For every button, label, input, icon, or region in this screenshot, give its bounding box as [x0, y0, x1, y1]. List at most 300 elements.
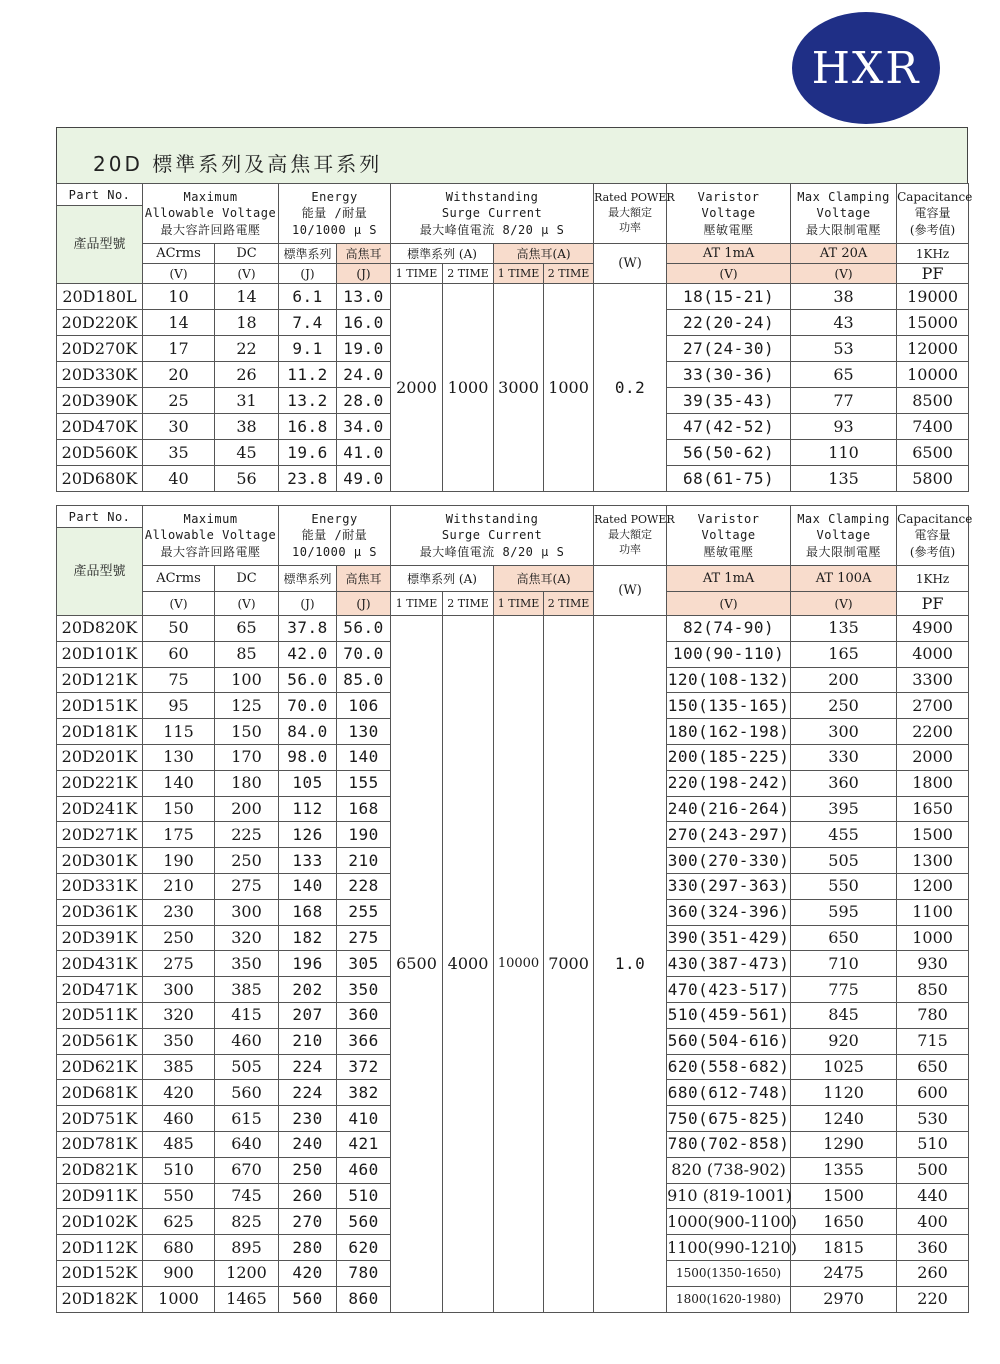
- clamp-voltage: 93: [791, 414, 897, 440]
- std-energy: 207: [279, 1002, 337, 1028]
- hj-energy: 190: [337, 822, 391, 848]
- varistor-voltage: 1500(1350-1650): [667, 1260, 791, 1286]
- ac-voltage: 420: [143, 1080, 215, 1106]
- part-number: 20D681K: [57, 1080, 143, 1106]
- hj-surge-header: 高焦耳(A): [494, 566, 594, 592]
- varistor-voltage: 510(459-561): [667, 1002, 791, 1028]
- clamp-voltage: 110: [791, 440, 897, 466]
- capacitance: 600: [897, 1080, 969, 1106]
- ac-voltage: 10: [143, 284, 215, 310]
- capacitance: 1650: [897, 796, 969, 822]
- capacitance: 19000: [897, 284, 969, 310]
- clamp-header-line-1: Max Clamping: [797, 190, 890, 205]
- power-header-line-1: Rated POWER: [594, 513, 675, 527]
- clamp-voltage: 710: [791, 951, 897, 977]
- hj-energy-header: 高焦耳: [337, 566, 391, 592]
- part-number: 20D121K: [57, 667, 143, 693]
- std-energy: 105: [279, 770, 337, 796]
- capacitance: 4000: [897, 641, 969, 667]
- energy-header-line-1: Energy: [311, 190, 358, 205]
- ac-voltage: 385: [143, 1054, 215, 1080]
- std-surge-2time-value: 1000: [443, 284, 494, 492]
- ac-voltage: 350: [143, 1028, 215, 1054]
- ac-voltage: 900: [143, 1260, 215, 1286]
- part-number: 20D431K: [57, 951, 143, 977]
- part-number: 20D470K: [57, 414, 143, 440]
- varistor-voltage: 56(50-62): [667, 440, 791, 466]
- hj-energy: 560: [337, 1209, 391, 1235]
- hj-energy: 13.0: [337, 284, 391, 310]
- hj-energy-unit: (J): [337, 592, 391, 616]
- std-energy: 16.8: [279, 414, 337, 440]
- dc-voltage: 460: [215, 1028, 279, 1054]
- std-energy: 182: [279, 925, 337, 951]
- ac-voltage: 20: [143, 362, 215, 388]
- std-energy: 9.1: [279, 336, 337, 362]
- dc-voltage: 125: [215, 693, 279, 719]
- capacitance: 220: [897, 1286, 969, 1312]
- std-energy: 42.0: [279, 641, 337, 667]
- clamp-voltage: 165: [791, 641, 897, 667]
- std-surge-1time-value: 6500: [391, 616, 443, 1313]
- part-number: 20D270K: [57, 336, 143, 362]
- std-energy: 126: [279, 822, 337, 848]
- capacitance: 3300: [897, 667, 969, 693]
- hj-energy: 168: [337, 796, 391, 822]
- capacitance: 6500: [897, 440, 969, 466]
- varistor-voltage: 47(42-52): [667, 414, 791, 440]
- hj-energy: 19.0: [337, 336, 391, 362]
- varistor-voltage: 150(135-165): [667, 693, 791, 719]
- varistor-voltage: 68(61-75): [667, 466, 791, 492]
- varistor-header: [667, 506, 791, 566]
- capacitance: 780: [897, 1002, 969, 1028]
- at-clamp-header: AT 20A: [791, 244, 897, 264]
- surge-header-line-3: 最大峰值電流 8/20 μ S: [419, 544, 565, 559]
- hj-energy: 210: [337, 848, 391, 874]
- power-header-line-1: Rated POWER: [594, 191, 675, 205]
- part-number: 20D330K: [57, 362, 143, 388]
- part-number: 20D621K: [57, 1054, 143, 1080]
- dc-voltage: 200: [215, 796, 279, 822]
- power-header: [594, 184, 675, 244]
- hj-energy: 360: [337, 1002, 391, 1028]
- ac-voltage: 40: [143, 466, 215, 492]
- std-energy-header: 標準系列: [279, 244, 337, 264]
- ac-voltage: 140: [143, 770, 215, 796]
- clamp-voltage: 250: [791, 693, 897, 719]
- dc-header: DC: [215, 244, 279, 264]
- varistor-unit: (V): [667, 592, 791, 616]
- clamp-voltage: 1025: [791, 1054, 897, 1080]
- ac-voltage: 320: [143, 1002, 215, 1028]
- voltage-header-line-1: Maximum: [183, 190, 238, 205]
- surge-header: [391, 506, 594, 566]
- varistor-unit: (V): [667, 264, 791, 284]
- cap-unit: PF: [897, 592, 969, 616]
- varistor-voltage: 620(558-682): [667, 1054, 791, 1080]
- varistor-voltage: 300(270-330): [667, 848, 791, 874]
- clamp-header-line-3: 最大限制電壓: [806, 544, 882, 559]
- varistor-voltage: 1100(990-1210): [667, 1235, 791, 1261]
- varistor-header-line-2: Voltage: [701, 206, 756, 221]
- dc-voltage: 31: [215, 388, 279, 414]
- dc-voltage: 85: [215, 641, 279, 667]
- surge-header-line-3: 最大峰值電流 8/20 μ S: [419, 222, 565, 237]
- energy-header-line-3: 10/1000 μ S: [292, 222, 378, 237]
- dc-voltage: 825: [215, 1209, 279, 1235]
- std-surge-header: 標準系列 (A): [391, 244, 494, 264]
- hj-surge-2time-value: 1000: [544, 284, 594, 492]
- std-energy: 250: [279, 1157, 337, 1183]
- hj-energy: 410: [337, 1106, 391, 1132]
- dc-voltage: 56: [215, 466, 279, 492]
- ac-voltage: 230: [143, 899, 215, 925]
- std-energy: 230: [279, 1106, 337, 1132]
- std-energy: 23.8: [279, 466, 337, 492]
- part-number: 20D181K: [57, 719, 143, 745]
- part-number: 20D112K: [57, 1235, 143, 1261]
- std-energy: 133: [279, 848, 337, 874]
- hj-surge-1time-value: 3000: [494, 284, 544, 492]
- voltage-header-line-1: Maximum: [183, 512, 238, 527]
- dc-voltage: 45: [215, 440, 279, 466]
- spec-table-high-energy: [56, 505, 973, 1313]
- rated-power-value: 0.2: [594, 284, 667, 492]
- logo-text: HXR: [811, 42, 921, 94]
- std-surge-1time-value: 2000: [391, 284, 443, 492]
- dc-voltage: 275: [215, 873, 279, 899]
- part-number: 20D821K: [57, 1157, 143, 1183]
- hj-energy: 70.0: [337, 641, 391, 667]
- clamp-unit: (V): [791, 264, 897, 284]
- dc-voltage: 415: [215, 1002, 279, 1028]
- ac-voltage: 75: [143, 667, 215, 693]
- varistor-voltage: 27(24-30): [667, 336, 791, 362]
- std-surge-1time: 1 TIME: [391, 592, 443, 616]
- clamp-voltage: 1120: [791, 1080, 897, 1106]
- ac-unit: (V): [143, 264, 215, 284]
- varistor-voltage: 270(243-297): [667, 822, 791, 848]
- dc-voltage: 180: [215, 770, 279, 796]
- hj-energy: 49.0: [337, 466, 391, 492]
- clamp-voltage: 1290: [791, 1131, 897, 1157]
- cap-unit: PF: [897, 264, 969, 284]
- hj-surge-1time: 1 TIME: [494, 264, 544, 284]
- varistor-header-line-3: 壓敏電壓: [703, 544, 754, 559]
- cap-header-line-1: Capacitance: [897, 190, 973, 205]
- std-energy: 168: [279, 899, 337, 925]
- capacitance: 400: [897, 1209, 969, 1235]
- clamp-header-line-1: Max Clamping: [797, 512, 890, 527]
- hj-energy: 155: [337, 770, 391, 796]
- capacitance: 15000: [897, 310, 969, 336]
- cap-header-line-1: Capacitance: [897, 512, 973, 527]
- part-number: 20D221K: [57, 770, 143, 796]
- varistor-header-line-1: Varistor: [697, 190, 760, 205]
- rated-power-value: 1.0: [594, 616, 667, 1313]
- hj-surge-header: 高焦耳(A): [494, 244, 594, 264]
- clamp-voltage: 200: [791, 667, 897, 693]
- std-surge-2time: 2 TIME: [443, 592, 494, 616]
- dc-voltage: 100: [215, 667, 279, 693]
- clamp-header: [791, 506, 897, 566]
- clamp-voltage: 1815: [791, 1235, 897, 1261]
- energy-header-line-3: 10/1000 μ S: [292, 544, 378, 559]
- clamp-voltage: 43: [791, 310, 897, 336]
- std-energy: 13.2: [279, 388, 337, 414]
- dc-voltage: 170: [215, 744, 279, 770]
- capacitance: 930: [897, 951, 969, 977]
- hj-energy: 620: [337, 1235, 391, 1261]
- dc-voltage: 18: [215, 310, 279, 336]
- varistor-voltage: 360(324-396): [667, 899, 791, 925]
- std-energy: 11.2: [279, 362, 337, 388]
- ac-voltage: 14: [143, 310, 215, 336]
- surge-header-line-1: Withstanding: [445, 512, 539, 527]
- varistor-voltage: 120(108-132): [667, 667, 791, 693]
- dc-voltage: 22: [215, 336, 279, 362]
- power-header-line-2: 最大額定: [608, 528, 653, 542]
- varistor-voltage: 910 (819-1001): [667, 1183, 791, 1209]
- std-energy: 202: [279, 977, 337, 1003]
- clamp-voltage: 360: [791, 770, 897, 796]
- varistor-voltage: 430(387-473): [667, 951, 791, 977]
- hj-energy: 372: [337, 1054, 391, 1080]
- ac-voltage: 1000: [143, 1286, 215, 1312]
- part-number: 20D680K: [57, 466, 143, 492]
- cap-header-line-3: (參考值): [909, 222, 956, 237]
- hj-surge-2time: 2 TIME: [544, 592, 594, 616]
- varistor-voltage: 240(216-264): [667, 796, 791, 822]
- cap-header: [897, 184, 973, 244]
- part-number: 20D102K: [57, 1209, 143, 1235]
- part-number: 20D511K: [57, 1002, 143, 1028]
- clamp-header-line-2: Voltage: [816, 528, 871, 543]
- capacitance: 850: [897, 977, 969, 1003]
- capacitance: 1200: [897, 873, 969, 899]
- part-number: 20D391K: [57, 925, 143, 951]
- hj-energy: 24.0: [337, 362, 391, 388]
- capacitance: 8500: [897, 388, 969, 414]
- ac-voltage: 485: [143, 1131, 215, 1157]
- capacitance: 1500: [897, 822, 969, 848]
- power-header-line-2: 最大額定: [608, 206, 653, 220]
- clamp-voltage: 300: [791, 719, 897, 745]
- varistor-voltage: 82(74-90): [667, 616, 791, 642]
- clamp-voltage: 77: [791, 388, 897, 414]
- varistor-voltage: 220(198-242): [667, 770, 791, 796]
- varistor-header-line-2: Voltage: [701, 528, 756, 543]
- cap-header-line-2: 電容量: [914, 206, 951, 221]
- part-number: 20D911K: [57, 1183, 143, 1209]
- ac-unit: (V): [143, 592, 215, 616]
- part-no-header: Part No.: [57, 184, 143, 206]
- std-energy: 260: [279, 1183, 337, 1209]
- capacitance: 510: [897, 1131, 969, 1157]
- watt-header: (W): [594, 566, 667, 616]
- part-number: 20D301K: [57, 848, 143, 874]
- hj-energy: 140: [337, 744, 391, 770]
- ac-voltage: 210: [143, 873, 215, 899]
- ac-voltage: 130: [143, 744, 215, 770]
- std-energy: 56.0: [279, 667, 337, 693]
- dc-voltage: 670: [215, 1157, 279, 1183]
- clamp-voltage: 1500: [791, 1183, 897, 1209]
- voltage-header: [143, 506, 279, 566]
- ac-voltage: 175: [143, 822, 215, 848]
- varistor-voltage: 33(30-36): [667, 362, 791, 388]
- varistor-header-line-1: Varistor: [697, 512, 760, 527]
- hj-surge-1time-value: 10000: [494, 616, 544, 1313]
- cap-header-line-3: (參考值): [909, 544, 956, 559]
- spec-table-standard: [56, 183, 973, 492]
- part-number: 20D182K: [57, 1286, 143, 1312]
- capacitance: 1300: [897, 848, 969, 874]
- std-surge-1time: 1 TIME: [391, 264, 443, 284]
- hj-energy: 510: [337, 1183, 391, 1209]
- acrms-header: ACrms: [143, 566, 215, 592]
- dc-voltage: 895: [215, 1235, 279, 1261]
- section-title-bar: [56, 127, 968, 183]
- std-energy: 6.1: [279, 284, 337, 310]
- clamp-voltage: 455: [791, 822, 897, 848]
- dc-unit: (V): [215, 264, 279, 284]
- hj-energy: 130: [337, 719, 391, 745]
- surge-header-line-1: Withstanding: [445, 190, 539, 205]
- hj-energy: 350: [337, 977, 391, 1003]
- part-number: 20D561K: [57, 1028, 143, 1054]
- energy-header: [279, 184, 391, 244]
- surge-header: [391, 184, 594, 244]
- dc-voltage: 385: [215, 977, 279, 1003]
- varistor-voltage: 820 (738-902): [667, 1157, 791, 1183]
- voltage-header-line-3: 最大容許回路電壓: [160, 222, 261, 237]
- hj-energy: 382: [337, 1080, 391, 1106]
- capacitance: 1800: [897, 770, 969, 796]
- cap-header-line-2: 電容量: [914, 528, 951, 543]
- table-row: [57, 616, 969, 642]
- part-number: 20D271K: [57, 822, 143, 848]
- capacitance: 530: [897, 1106, 969, 1132]
- std-energy: 560: [279, 1286, 337, 1312]
- std-surge-header: 標準系列 (A): [391, 566, 494, 592]
- clamp-voltage: 395: [791, 796, 897, 822]
- dc-voltage: 615: [215, 1106, 279, 1132]
- capacitance: 1100: [897, 899, 969, 925]
- std-energy: 98.0: [279, 744, 337, 770]
- hj-energy: 860: [337, 1286, 391, 1312]
- capacitance: 2000: [897, 744, 969, 770]
- ac-voltage: 150: [143, 796, 215, 822]
- varistor-voltage: 680(612-748): [667, 1080, 791, 1106]
- clamp-voltage: 1240: [791, 1106, 897, 1132]
- clamp-voltage: 775: [791, 977, 897, 1003]
- ac-voltage: 460: [143, 1106, 215, 1132]
- varistor-voltage: 39(35-43): [667, 388, 791, 414]
- hj-energy: 56.0: [337, 616, 391, 642]
- dc-voltage: 225: [215, 822, 279, 848]
- std-energy: 196: [279, 951, 337, 977]
- clamp-unit: (V): [791, 592, 897, 616]
- ac-voltage: 50: [143, 616, 215, 642]
- clamp-voltage: 2970: [791, 1286, 897, 1312]
- clamp-voltage: 330: [791, 744, 897, 770]
- dc-voltage: 320: [215, 925, 279, 951]
- ac-voltage: 275: [143, 951, 215, 977]
- part-number: 20D220K: [57, 310, 143, 336]
- capacitance: 715: [897, 1028, 969, 1054]
- hj-energy: 106: [337, 693, 391, 719]
- voltage-header-line-2: Allowable Voltage: [144, 206, 277, 221]
- capacitance: 260: [897, 1260, 969, 1286]
- std-energy: 84.0: [279, 719, 337, 745]
- capacitance: 7400: [897, 414, 969, 440]
- varistor-voltage: 560(504-616): [667, 1028, 791, 1054]
- power-header: [594, 506, 675, 566]
- energy-header-line-2: 能量 /耐量: [301, 528, 368, 543]
- voltage-header-line-3: 最大容許回路電壓: [160, 544, 261, 559]
- part-number: 20D390K: [57, 388, 143, 414]
- capacitance: 12000: [897, 336, 969, 362]
- hj-energy: 275: [337, 925, 391, 951]
- ac-voltage: 680: [143, 1235, 215, 1261]
- cap-header: [897, 506, 973, 566]
- part-number: 20D560K: [57, 440, 143, 466]
- energy-header: [279, 506, 391, 566]
- voltage-header: [143, 184, 279, 244]
- ac-voltage: 35: [143, 440, 215, 466]
- part-no-cn-header: 產品型號: [57, 528, 143, 616]
- capacitance: 1000: [897, 925, 969, 951]
- varistor-voltage: 18(15-21): [667, 284, 791, 310]
- ac-voltage: 625: [143, 1209, 215, 1235]
- varistor-voltage: 100(90-110): [667, 641, 791, 667]
- ac-voltage: 95: [143, 693, 215, 719]
- capacitance: 500: [897, 1157, 969, 1183]
- part-no-header: Part No.: [57, 506, 143, 528]
- std-energy: 19.6: [279, 440, 337, 466]
- varistor-voltage: 750(675-825): [667, 1106, 791, 1132]
- clamp-voltage: 38: [791, 284, 897, 310]
- hj-surge-2time-value: 7000: [544, 616, 594, 1313]
- ac-voltage: 60: [143, 641, 215, 667]
- dc-voltage: 26: [215, 362, 279, 388]
- capacitance: 650: [897, 1054, 969, 1080]
- company-logo: [792, 12, 940, 124]
- ac-voltage: 25: [143, 388, 215, 414]
- std-energy: 224: [279, 1080, 337, 1106]
- std-energy: 270: [279, 1209, 337, 1235]
- varistor-voltage: 180(162-198): [667, 719, 791, 745]
- hj-energy: 460: [337, 1157, 391, 1183]
- clamp-voltage: 1355: [791, 1157, 897, 1183]
- acrms-header: ACrms: [143, 244, 215, 264]
- power-header-line-3: 功率: [619, 220, 642, 234]
- dc-voltage: 745: [215, 1183, 279, 1209]
- hj-energy: 255: [337, 899, 391, 925]
- part-number: 20D151K: [57, 693, 143, 719]
- varistor-voltage: 470(423-517): [667, 977, 791, 1003]
- std-energy: 240: [279, 1131, 337, 1157]
- varistor-header-line-3: 壓敏電壓: [703, 222, 754, 237]
- hj-energy: 421: [337, 1131, 391, 1157]
- clamp-header: [791, 184, 897, 244]
- hj-energy-header: 高焦耳: [337, 244, 391, 264]
- hj-energy: 34.0: [337, 414, 391, 440]
- hj-energy: 85.0: [337, 667, 391, 693]
- khz-header: 1KHz: [897, 244, 969, 264]
